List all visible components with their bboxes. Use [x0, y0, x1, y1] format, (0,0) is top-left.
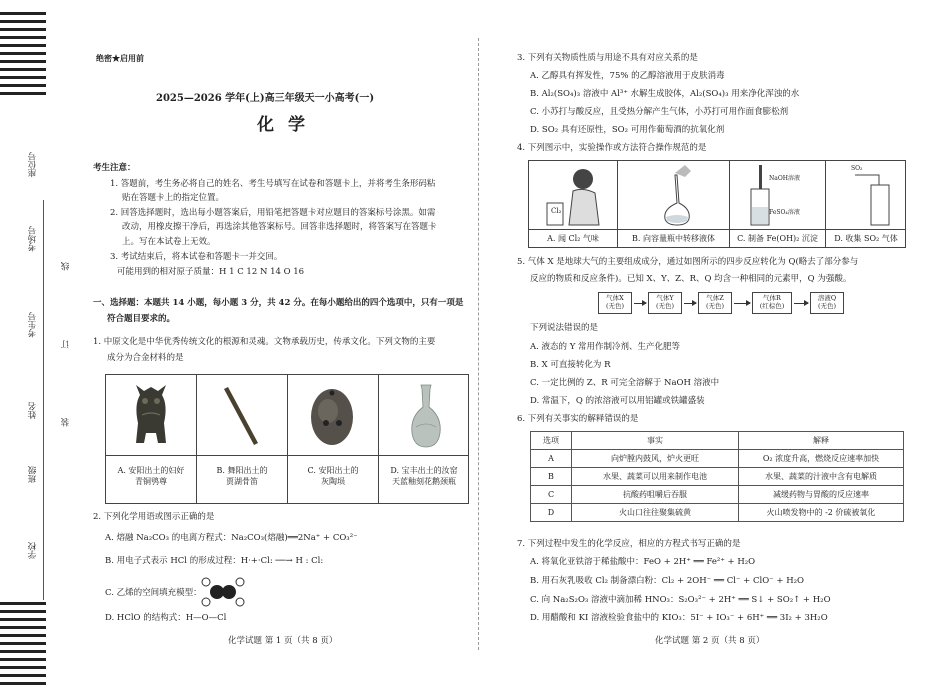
flow-label: 气体Z	[706, 294, 724, 302]
q1-option-a	[106, 465, 196, 487]
flow-label: 气体X	[606, 294, 624, 302]
class-label: 班级	[28, 466, 38, 483]
cl2-label: Cl₂	[551, 207, 562, 215]
caption-line: 天蓝釉刻花鹅颈瓶	[392, 477, 456, 486]
table-row	[531, 486, 904, 504]
q1-option-b	[197, 465, 287, 487]
flow-label: (无色)	[705, 302, 725, 310]
bind-char-line: 线	[61, 262, 71, 271]
caption-line: A. 安阳出土的妇好	[117, 466, 185, 475]
q7-option-c: C. 向 Na₂S₂O₃ 溶液中滴加稀 HNO₃：S₂O₃²⁻ + 2H⁺ ══ S↓ + SO₂↑ + H₂O	[530, 595, 831, 605]
flow-arrow	[634, 303, 646, 304]
page-footer-right: 化学试题 第 2 页（共 8 页）	[655, 636, 765, 646]
bone-flute-image	[218, 383, 264, 449]
q7-option-b: B. 用石灰乳吸收 Cl₂ 制备漂白粉：Cl₂ + 2OH⁻ ══ Cl⁻ + ClO⁻ + H₂O	[530, 576, 804, 586]
table-header: 事实	[572, 432, 739, 450]
q1-stem: 1. 中原文化是中华优秀传统文化的根源和灵魂。文物承载历史，传承文化。下列文物的主要	[93, 337, 436, 347]
celadon-vase-image	[406, 381, 446, 451]
q3-stem: 3. 下列有关物质性质与用途不具有对应关系的是	[517, 53, 698, 63]
gas-collection-image	[849, 163, 899, 227]
table-header: 解释	[739, 432, 904, 450]
flow-label: (无色)	[655, 302, 675, 310]
table-cell: 水果、蔬菜的汁液中含有电解质	[739, 468, 904, 486]
pottery-xun-image	[306, 383, 358, 449]
q1-option-c	[288, 465, 378, 487]
table-cell: O₂ 浓度升高，燃烧反应速率加快	[739, 450, 904, 468]
atomic-mass-line: 可能用到的相对原子质量：H 1 C 12 N 14 O 16	[117, 267, 305, 277]
subject-title: 化学	[257, 115, 319, 135]
table-cell: 水果、蔬菜可以用来制作电池	[572, 468, 739, 486]
q6-stem: 6. 下列有关事实的解释错误的是	[517, 414, 639, 424]
flow-label: 气体R	[763, 294, 781, 302]
q4-option-b: B. 向容量瓶中转移液体	[632, 234, 715, 243]
q7-option-d: D. 用醋酸和 KI 溶液检验食盐中的 KIO₃：5I⁻ + IO₃⁻ + 6H⁺ ══ 3I₂ + 3H₂O	[530, 613, 828, 623]
notes-line: 1. 答题前，考生务必将自己的姓名、考生号填写在试卷和答题卡上，并将考生条形码粘	[110, 179, 436, 189]
flow-box-x	[598, 292, 632, 314]
school-label: 学校	[28, 542, 38, 559]
column-divider	[478, 38, 479, 650]
flow-arrow	[794, 303, 808, 304]
q1-stem: 成分为合金材料的是	[107, 353, 184, 363]
q1-artifact-grid	[105, 374, 469, 504]
q2-option-a: A. 熔融 Na₂CO₃ 的电离方程式：Na₂CO₃(熔融)══2Na⁺ + CO₃²⁻	[105, 533, 358, 543]
notes-line: 贴在答题卡上的指定位置。	[122, 193, 225, 203]
exam-room-label: 考场号	[28, 226, 38, 252]
table-header-row	[531, 432, 904, 450]
q5-stem: 反应的物质和反应条件)。已知 X、Y、Z、R、Q 均含一种相同的元素甲，Q 为强酸。	[530, 274, 852, 284]
q7-stem: 7. 下列过程中发生的化学反应，相应的方程式书写正确的是	[517, 539, 741, 549]
table-cell: 火山口往往聚集硫黄	[572, 504, 739, 522]
exam-title: 2025—2026 学年(上)高三年级天一小高考(一)	[156, 93, 375, 104]
notes-heading: 考生注意：	[93, 163, 136, 173]
q5-sub-stem: 下列说法错误的是	[530, 323, 599, 333]
so2-label: SO₂	[851, 165, 863, 172]
q7-option-a: A. 将氧化亚铁溶于稀盐酸中：FeO + 2H⁺ ══ Fe²⁺ + H₂O	[530, 557, 756, 567]
notes-line: 3. 考试结束后，将本试卷和答题卡一并交回。	[110, 252, 283, 262]
flow-label: 气体Y	[656, 294, 674, 302]
q3-option-b: B. Al₂(SO₄)₃ 溶液中 Al³⁺ 水解生成胶体，Al₂(SO₄)₃ 用来净化浑浊的水	[530, 89, 800, 99]
q2-option-d: D. HClO 的结构式：H—O—Cl	[105, 613, 227, 623]
q1-option-d	[379, 465, 469, 487]
bind-char-staple: 订	[61, 340, 71, 349]
q4-option-c: C. 制备 Fe(OH)₂ 沉淀	[737, 234, 818, 243]
flow-label: (红棕色)	[759, 302, 785, 310]
q3-option-c: C. 小苏打与酸反应，且受热分解产生气体，小苏打可用作面食膨松剂	[530, 107, 789, 117]
q4-experiment-grid	[528, 160, 906, 248]
table-row	[531, 450, 904, 468]
flow-arrow	[684, 303, 696, 304]
candidate-number-label: 考生号	[28, 312, 38, 338]
binding-strip	[0, 0, 48, 688]
table-row	[531, 468, 904, 486]
flow-box-y	[648, 292, 682, 314]
flow-label: 溶液Q	[817, 294, 837, 302]
q5-option-b: B. X 可直接转化为 R	[530, 360, 611, 370]
name-label: 姓名	[28, 402, 38, 419]
q2-option-b: B. 用电子式表示 HCl 的形成过程：H·+·Cl: ──→ H : Cl:	[105, 556, 324, 566]
flow-arrow	[734, 303, 750, 304]
caption-line: C. 安阳出土的	[307, 466, 359, 475]
bind-char-install: 装	[61, 418, 71, 427]
q5-stem: 5. 气体 X 是地球大气的主要组成成分，通过如图所示的四步反应转化为 Q(略去了部分参与	[517, 257, 859, 267]
caption-line: 青铜鸮尊	[135, 477, 167, 486]
table-cell: 减缓药物与胃酸的反应速率	[739, 486, 904, 504]
section-heading: 符合题目要求的。	[107, 314, 176, 324]
q4-option-d: D. 收集 SO₂ 气体	[834, 234, 898, 243]
caption-line: 灰陶埙	[321, 477, 345, 486]
table-header: 选项	[531, 432, 572, 450]
flow-label: (无色)	[817, 302, 837, 310]
bronze-owl-vessel-image	[128, 381, 174, 451]
q2-stem: 2. 下列化学用语或图示正确的是	[93, 512, 215, 522]
table-cell: 火山喷发物中的 -2 价硫被氧化	[739, 504, 904, 522]
notes-line: 2. 回答选择题时，选出每小题答案后，用铅笔把答题卡对应题目的答案标号涂黑。如需	[110, 208, 436, 218]
q5-option-a: A. 液态的 Y 常用作制冷剂、生产化肥等	[530, 342, 681, 352]
caption-line: 贾湖骨笛	[226, 477, 258, 486]
flow-box-z	[698, 292, 732, 314]
ethylene-model-icon	[200, 576, 246, 608]
caption-line: D. 宝丰出土的汝窑	[390, 466, 458, 475]
smell-gas-image	[539, 163, 611, 227]
table-cell: D	[531, 504, 572, 522]
volumetric-flask-image	[655, 163, 699, 227]
naoh-label: NaOH溶液	[769, 175, 800, 182]
q5-option-c: C. 一定比例的 Z、R 可完全溶解于 NaOH 溶液中	[530, 378, 720, 388]
q3-option-a: A. 乙醇具有挥发性，75% 的乙醇溶液用于皮肤消毒	[530, 71, 725, 81]
table-cell: A	[531, 450, 572, 468]
flow-label: (无色)	[605, 302, 625, 310]
section-heading: 一、选择题：本题共 14 小题，每小题 3 分，共 42 分。在每小题给出的四个选项中，只有一项是	[93, 298, 464, 308]
flow-box-q	[810, 292, 844, 314]
q6-table	[530, 431, 904, 522]
q5-option-d: D. 常温下，Q 的浓溶液可以用铝罐或铁罐盛装	[530, 396, 705, 406]
flow-box-r	[752, 292, 792, 314]
q2-option-c: C. 乙烯的空间填充模型：	[105, 588, 202, 598]
q4-stem: 4. 下列图示中，实验操作或方法符合操作规范的是	[517, 143, 707, 153]
table-row	[531, 504, 904, 522]
secret-mark: 绝密★启用前	[96, 53, 144, 63]
table-cell: B	[531, 468, 572, 486]
table-cell: 抗酸药咀嚼后吞服	[572, 486, 739, 504]
table-cell: 向炉膛内鼓风，炉火更旺	[572, 450, 739, 468]
notes-line: 改动，用橡皮擦干净后，再选涂其他答案标号。回答非选择题时，将答案写在答题卡	[122, 222, 437, 232]
notes-line: 上。写在本试卷上无效。	[122, 237, 216, 247]
page-footer-left: 化学试题 第 1 页（共 8 页）	[228, 636, 338, 646]
table-cell: C	[531, 486, 572, 504]
q4-option-a: A. 闻 Cl₂ 气味	[547, 234, 599, 243]
q3-option-d: D. SO₂ 具有还原性，SO₂ 可用作葡萄酒的抗氧化剂	[530, 125, 725, 135]
caption-line: B. 舞阳出土的	[216, 466, 268, 475]
feso4-label: FeSO₄溶液	[769, 209, 800, 216]
seat-number-label: 座位号	[28, 152, 38, 178]
